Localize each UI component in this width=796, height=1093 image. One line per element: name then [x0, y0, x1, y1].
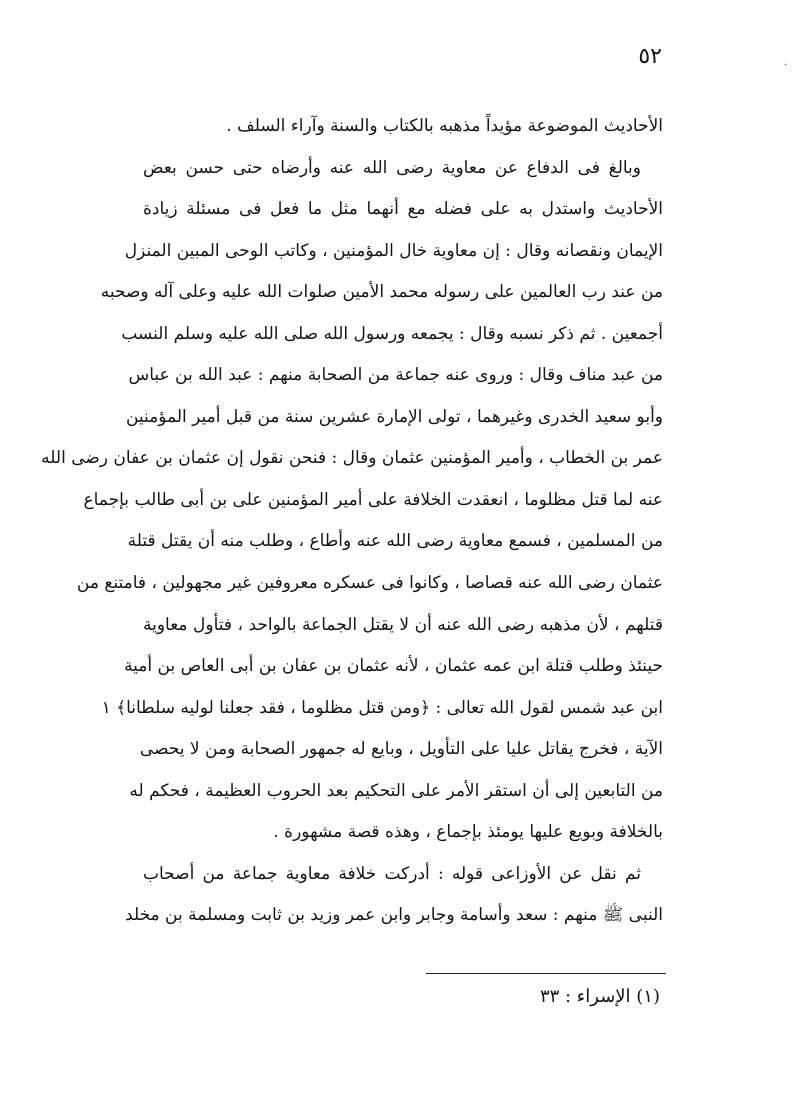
text-line: ثم نقل عن الأوزاعى قوله : أدركت خلافة معاوية جماعة من أصحاب: [143, 863, 641, 884]
footnote-divider: [426, 973, 666, 974]
text-line: بالخلافة وبويع عليها يومئذ بإجماع ، وهذه قصة مشهورة .: [273, 822, 663, 843]
text-line: ابن عبد شمس لقول الله تعالى : ﴿ومن قتل مظلوما ، فقد جعلنا لوليه سلطانا﴾ ١: [101, 697, 663, 718]
text-line: النبى ﷺ منهم : سعد وأسامة وجابر وابن عمر وزيد بن ثابت ومسلمة بن مخلد: [125, 905, 663, 926]
text-line: قتلهم ، لأن مذهبه رضى الله عنه أن لا يقتل الجماعة بالواحد ، فتأول معاوية: [143, 614, 663, 635]
text-line: وأبو سعيد الخدرى وغيرهما ، تولى الإمارة عشرين سنة من قبل أمير المؤمنين: [125, 406, 663, 427]
text-line: من عند رب العالمين على رسوله محمد الأمين صلوات الله عليه وعلى آله وصحبه: [100, 282, 663, 303]
body-text: [41, 106, 663, 937]
text-line: الآية ، فخرج يقاتل عليا على التأويل ، وبايع له جمهور الصحابة ومن لا يحصى: [139, 739, 663, 760]
text-line: حينئذ وطلب قتلة ابن عمه عثمان ، لأنه عثمان بن عفان بن أبى العاص بن أمية: [124, 656, 663, 677]
text-line: أجمعين . ثم ذكر نسبه وقال : يجمعه ورسول الله صلى الله عليه وسلم النسب: [121, 323, 663, 344]
scan-edge-mark: ·: [784, 60, 788, 71]
text-line: الإيمان ونقصانه وقال : إن معاوية خال المؤمنين ، وكاتب الوحى المبين المنزل: [124, 240, 663, 261]
text-line: عنه لما قتل مظلوما ، انعقدت الخلافة على أمير المؤمنين على بن أبى طالب بإجماع: [83, 489, 663, 510]
page-number: ٥٢: [638, 44, 662, 69]
text-line: الأحاديث واستدل به على فضله مع أنهما مثل ما فعل فى مسئلة زيادة: [143, 199, 663, 220]
text-line: من التابعين إلى أن استقر الأمر على التحكيم بعد الحروب العظيمة ، فحكم له: [129, 780, 663, 801]
text-line: من عبد مناف وقال : وروى عنه جماعة من الصحابة منهم : عبد الله بن عباس: [128, 365, 663, 386]
text-line: وبالغ فى الدفاع عن معاوية رضى الله عنه وأرضاه حتى حسن بعض: [143, 157, 641, 178]
text-line: عمر بن الخطاب ، وأمير المؤمنين عثمان وقال : فنحن نقول إن عثمان بن عفان رضى الله: [41, 448, 663, 469]
footnote: (١) الإسراء : ٣٣: [539, 986, 660, 1007]
text-line: عثمان رضى الله عنه قصاصا ، وكانوا فى عسكره معروفين غير مجهولين ، فامتنع من: [76, 573, 663, 594]
text-line: الأحاديث الموضوعة مؤيداً مذهبه بالكتاب والسنة وآراء السلف .: [226, 116, 663, 136]
text-line: من المسلمين ، فسمع معاوية رضى الله عنه وأطاع ، وطلب منه أن يقتل قتلة: [127, 531, 663, 552]
